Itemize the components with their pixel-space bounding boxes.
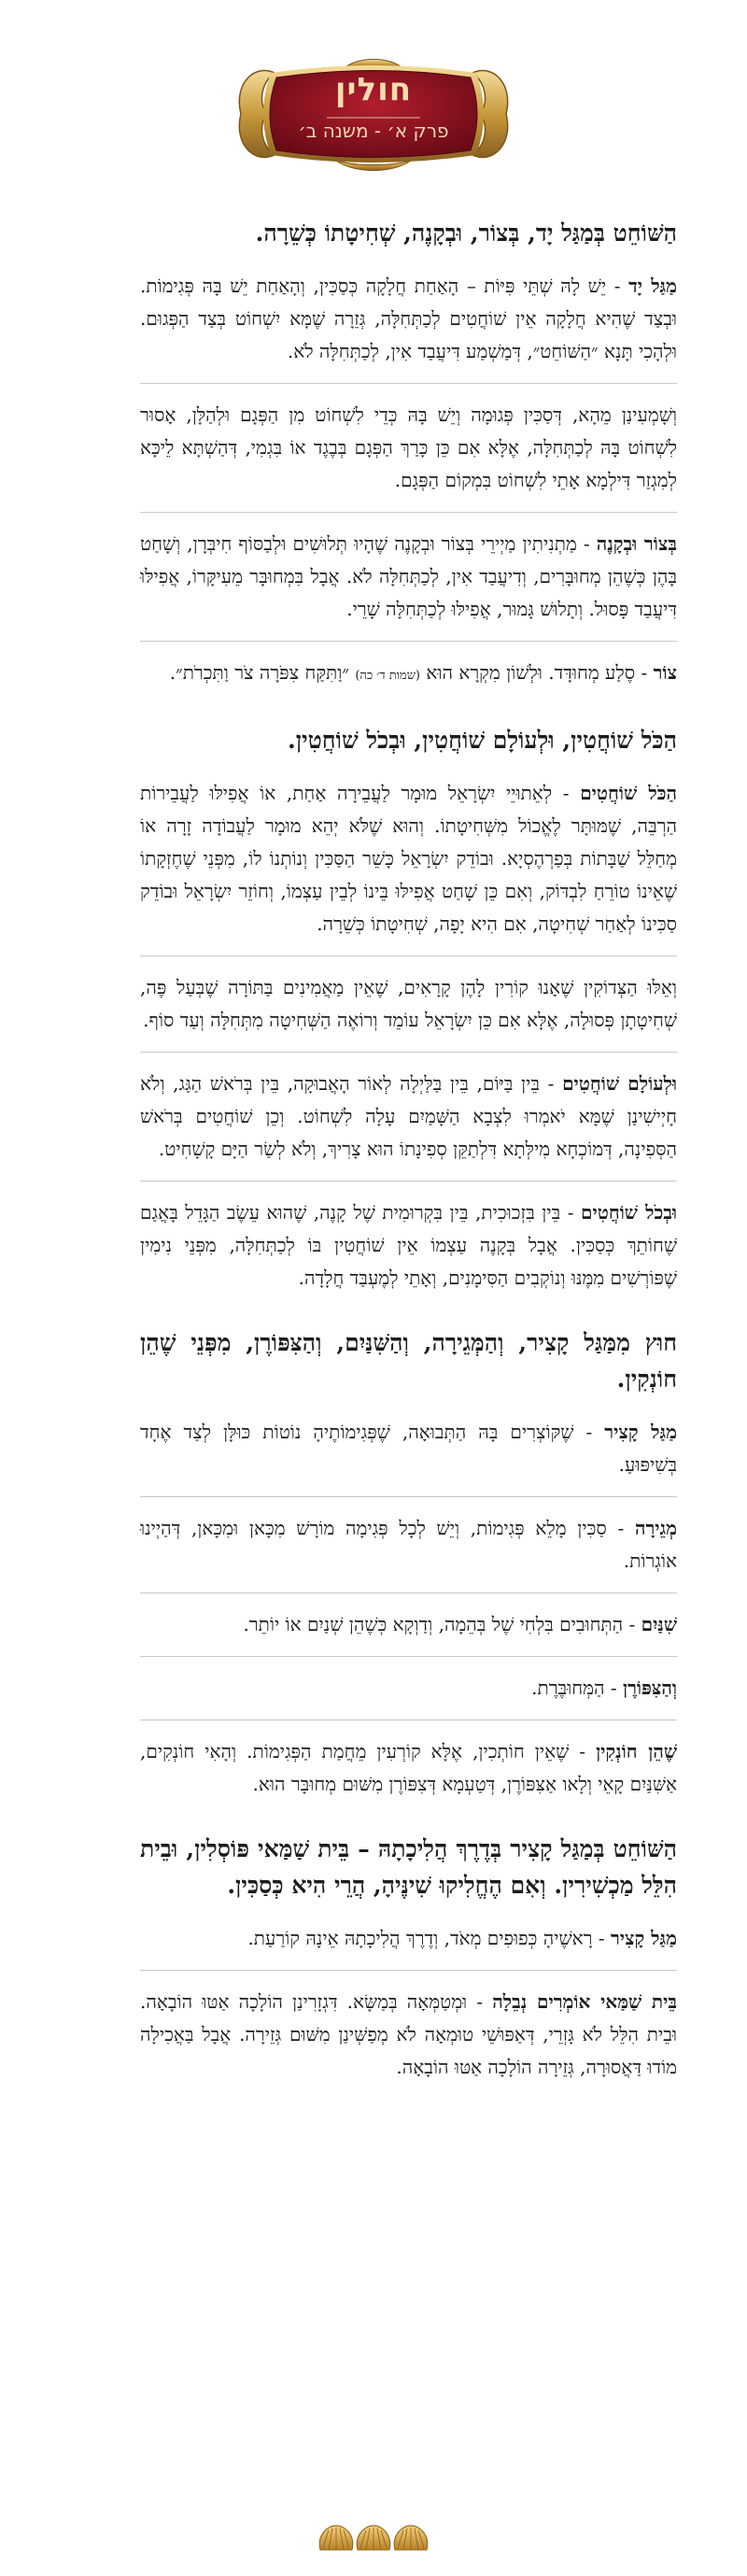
separator: -: [592, 1927, 611, 1949]
dibbur-hamatchil: מַגַּל יָד: [628, 275, 678, 297]
separator: -: [573, 1421, 605, 1443]
commentary-paragraph: [140, 1986, 677, 2099]
commentary-text: וּמְטַמְּאָה בְּמַשָּׂא. דִּגְזָרִינַן הוֹלָכָה אַטּוּ הוֹבָאָה. וּבֵית הִלֵּל לֹא גָּזְרֵי, דְּאַפּוּשֵׁי טוּמְאָה לֹא מְפַשְּׁינַן מִשּׁוּם גְּזֵירָה. אֲבָל בַּאֲכִילָה מוֹדוּ דַּאֲסוּרָה, גְּזֵירָה הוֹלָכָה אַטּוּ הוֹבָאָה.: [140, 1990, 677, 2078]
dibbur-hamatchil: בֵּית שַׁמַּאי אוֹמְרִים נְבֵלָה: [492, 1990, 677, 2013]
separator: -: [635, 661, 654, 684]
mishna-text: חוּץ מִמַּגַּל קָצִיר, וְהַמְּגֵירָה, וְהַשִּׁנַּיִם, וְהַצִּפּוֹרֶן, מִפְּנֵי שֶׁהֵן חוֹנְקִין.: [140, 1329, 677, 1393]
dibbur-hamatchil: צוֹר: [653, 661, 677, 684]
commentary-paragraph: [140, 1922, 677, 1971]
dibbur-hamatchil: מַגַּל קָצִיר: [604, 1421, 677, 1443]
commentary-paragraph: [140, 1608, 677, 1657]
commentary-paragraph: [140, 1196, 677, 1309]
commentary-text: מַתְנִיתִין מַיְירֵי בְּצוֹר וּבְקָנֶה שֶׁהָיוּ תְּלוּשִׁים וּלְבַסּוֹף חִיבְּרָן, וְשָׁחַט בָּהֶן כְּשֶׁהֵן מְחוּבָּרִים, וְדִיעֲבַד אִין, לְכַתְּחִלָּה לֹא. אֲבָל בִּמְחוּבָּר מֵעִיקָּרוֹ, אֲפִילּוּ דִּיעֲבַד פָּסוּל. וְתָלוּשׁ גָּמוּר, אֲפִילּוּ לְכַתְּחִלָּה שָׁרֵי.: [140, 532, 677, 620]
commentary-paragraph: [140, 971, 677, 1053]
shell-icon: [357, 2526, 390, 2550]
mishna-text: הַשּׁוֹחֵט בְּמַגַּל קָצִיר בְּדֶרֶךְ הֲלִיכָתָהּ – בֵּית שַׁמַּאי פּוֹסְלִין, וּבֵית הִלֵּל מַכְשִׁירִין. וְאִם הֶחֱלִיקוּ שִׁינֶּיהָ, הֲרֵי הִיא כְּסַכִּין.: [140, 1835, 677, 1899]
separator: -: [576, 532, 597, 555]
separator: -: [540, 1072, 563, 1095]
separator: -: [606, 275, 629, 297]
separator: -: [569, 1740, 597, 1762]
commentary-paragraph: [140, 777, 677, 956]
commentary-text: סַכִּין מָלֵא פְּגִימוֹת, וְיֵשׁ לְכָל פְּגִימָה מוֹרָשׁ מִכָּאן וּמִכָּאן, דְּהַיְינוּ אוֹגְרוֹת.: [140, 1517, 677, 1572]
dibbur-hamatchil: הַכֹּל שׁוֹחֲטִים: [580, 782, 677, 804]
dibbur-hamatchil: וְהַצִּפּוֹרֶן: [622, 1677, 677, 1699]
footer-shell-ornament: [313, 2522, 434, 2559]
commentary-text: בֵּין בִּזְכוּכִית, בֵּין בִּקְרוּמִית שֶׁל קָנֶה, שֶׁהוּא עֵשֶׂב הַגָּדֵל בָּאֲגַם שֶׁחוֹתֵךְ כְּסַכִּין. אֲבָל בְּקָנֶה עַצְמוֹ אֵין שׁוֹחֲטִין בּוֹ לְכַתְּחִלָּה, מִפְּנֵי נִימִין שֶׁפּוֹרְשִׁים מִמֶּנּוּ וְנוֹקְבִים הַסִּימָנִים, וְאָתֵי לְמֶעְבַּד חֲלָדָה.: [140, 1201, 677, 1289]
commentary-text: רָאשֶׁיהָ כְּפוּפִים מְאֹד, וְדֶרֶךְ הֲלִיכָתָהּ אֵינָהּ קוֹרַעַת.: [247, 1927, 593, 1949]
dibbur-hamatchil: שִׁנַּיִם: [641, 1613, 677, 1635]
separator: -: [467, 1990, 493, 2013]
dibbur-hamatchil: שֶׁהֵן חוֹנְקִין: [596, 1740, 677, 1762]
commentary-paragraph: [140, 1068, 677, 1182]
verse-quote: ״וַתִּקַּח צִפֹּרָה צֹר וַתִּכְרֹת״.: [169, 661, 356, 684]
dibbur-hamatchil: וּבְכֹל שׁוֹחֲטִים: [581, 1201, 677, 1224]
shell-icon: [319, 2526, 353, 2550]
dibbur-hamatchil: מַגַּל קָצִיר: [610, 1927, 677, 1949]
commentary-text: יֵשׁ לָהּ שְׁתֵּי פִּיּוֹת – הָאַחַת חֲלָקָה כְּסַכִּין, וְהָאַחַת יֵשׁ בָּהּ פְּגִימוֹת. וּבְצַד שֶׁהִיא חֲלָקָה אֵין שׁוֹחֲטִים לְכַתְּחִלָּה, גְּזֵרָה שֶׁמָּא יִשְׁחוֹט בְּצַד הַפְּגוּם. וּלְהָכִי תָּנָא ״הַשּׁוֹחֵט״, דְּמַשְׁמַע דִּיעֲבַד אִין, לְכַתְּחִלָּה לֹא.: [140, 275, 677, 362]
header-banner: [233, 56, 514, 173]
tractate-title: חולין: [334, 71, 413, 108]
commentary-paragraph: [140, 399, 677, 513]
commentary-text: סֶלַע מְחוּדָּד. וּלְשׁוֹן מִקְרָא הוּא: [419, 661, 636, 684]
commentary-text: וְאֵלּוּ הַצְּדוֹקִין שֶׁאָנוּ קוֹרִין לָהֶן קָרָאִים, שֶׁאֵין מַאֲמִינִים בַּתּוֹרָה שֶׁבְּעַל פֶּה, שְׁחִיטָתָן פְּסוּלָה, אֶלָּא אִם כֵּן יִשְׂרָאֵל עוֹמֵד וְרוֹאֶה הַשְּׁחִיטָה מִתְּחִלָּה וְעַד סוֹף.: [140, 976, 677, 1031]
shell-icon: [394, 2526, 428, 2550]
commentary-content: [140, 215, 677, 2114]
commentary-text: בֵּין בַּיּוֹם, בֵּין בַּלַּיְלָה לְאוֹר הָאֲבוּקָה, בֵּין בְּרֹאשׁ הַגַּג, וְלֹא חָיְישִׁינַן שֶׁמָּא יֹאמְרוּ לִצְבָא הַשָּׁמַיִם עָלָה לִשְׁחוֹט. וְכֵן שׁוֹחֲטִים בְּרֹאשׁ הַסְּפִינָה, דְּמוֹכְחָא מִילְּתָא דִּלְתַקֵּן סְפִינָתוֹ הוּא צָרִיךְ, וְלֹא לְשַׂר הַיָּם קָשָׁחִיט.: [140, 1072, 677, 1160]
separator: -: [604, 1677, 623, 1699]
commentary-paragraph: [140, 1512, 677, 1593]
commentary-paragraph: [140, 270, 677, 384]
commentary-paragraph: [140, 657, 677, 707]
commentary-paragraph: [140, 528, 677, 642]
commentary-paragraph: [140, 1672, 677, 1720]
dibbur-hamatchil: וּלְעוֹלָם שׁוֹחֲטִים: [562, 1072, 677, 1095]
chapter-mishna-subtitle: פרק א׳ - משנה ב׳: [298, 120, 449, 142]
commentary-text: לְאֵתוּיֵי יִשְׂרָאֵל מוּמָר לַעֲבֵירָה אַחַת, אוֹ אֲפִילּוּ לַעֲבֵירוֹת הַרְבֵּה, שֶׁמּוּתָּר לֶאֱכוֹל מִשְּׁחִיטָתוֹ. וְהוּא שֶׁלֹּא יְהֵא מוּמָר לַעֲבוֹדָה זָרָה אוֹ מְחַלֵּל שַׁבָּתוֹת בְּפַרְהֶסְיָא. וּבוֹדֵק יִשְׂרָאֵל כָּשֵׁר הַסַּכִּין וְנוֹתְנוֹ לוֹ, מִפְּנֵי שֶׁחֶזְקָתוֹ שֶׁאֵינוֹ טוֹרֵחַ לִבְדּוֹק, וְאִם כֵּן שָׁחַט אֲפִילּוּ בֵּינוֹ לְבֵין עַצְמוֹ, וְחוֹזֵר יִשְׂרָאֵל וּבוֹדֵק סַכִּינוֹ לְאַחַר שְׁחִיטָה, אִם הִיא יָפָה, שְׁחִיטָתוֹ כְּשֵׁרָה.: [140, 782, 677, 935]
commentary-text: הַתְּחוּבִים בִּלְחִי שֶׁל בְּהֵמָה, וְדַוְקָא כְּשֶׁהֵן שְׁנַיִם אוֹ יוֹתֵר.: [243, 1613, 624, 1635]
mishna-text: הַשּׁוֹחֵט בְּמַגַּל יָד, בְּצוֹר, וּבְקָנֶה, שְׁחִיטָתוֹ כְּשֵׁרָה.: [255, 219, 677, 247]
commentary-paragraph: [140, 1735, 677, 1816]
commentary-text: שֶׁקּוֹצְרִים בָּהּ הַתְּבוּאָה, שֶׁפְּגִימוֹתֶיהָ נוֹטוֹת כּוּלָּן לְצַד אֶחָד בְּשִׁיפּוּעַ.: [140, 1421, 677, 1476]
commentary-text: הַמְּחוּבֶּרֶת.: [531, 1677, 605, 1699]
dibbur-hamatchil: מְגֵירָה: [634, 1517, 677, 1539]
mishna-text: הַכֹּל שׁוֹחֲטִין, וּלְעוֹלָם שׁוֹחֲטִין, וּבְכֹל שׁוֹחֲטִין.: [288, 727, 677, 754]
dibbur-hamatchil: בְּצוֹר וּבְקָנֶה: [596, 532, 677, 555]
separator: -: [606, 1517, 635, 1539]
commentary-text: שֶׁאֵין חוֹתְכִין, אֶלָּא קוֹרְעִין מֵחֲמַת הַפְּגִימוֹת. וְהָאִי חוֹנְקִים, אַשִּׁנַּיִם קָאֵי וְלָאו אַצִּפּוֹרֶן, דְּטַעְמָא דְּצִפּוֹרֶן מִשּׁוּם מְחוּבָּר הוּא.: [140, 1740, 677, 1795]
commentary-paragraph: [140, 1416, 677, 1497]
verse-reference: (שמות ד׳ כה): [355, 669, 420, 683]
separator: -: [623, 1613, 641, 1635]
separator: -: [552, 782, 581, 804]
separator: -: [560, 1201, 582, 1224]
commentary-text: וְשָׁמְעִינַן מֵהָא, דְּסַכִּין פְּגוּמָה וְיֵשׁ בָּהּ כְּדֵי לִשְׁחוֹט מִן הַפְּגָם וּלְהַלָּן, אָסוּר לִשְׁחוֹט בָּהּ לְכַתְּחִלָּה, אֶלָּא אִם כֵּן כָּרַךְ הַפְּגָם בְּבֶגֶד אוֹ בִּגְמִי, דְּהַשְׁתָּא לֵיכָּא לְמִגְזַר דִּילְמָא אָתֵי לִשְׁחוֹט בִּמְקוֹם הַפְּגָם.: [140, 403, 677, 491]
